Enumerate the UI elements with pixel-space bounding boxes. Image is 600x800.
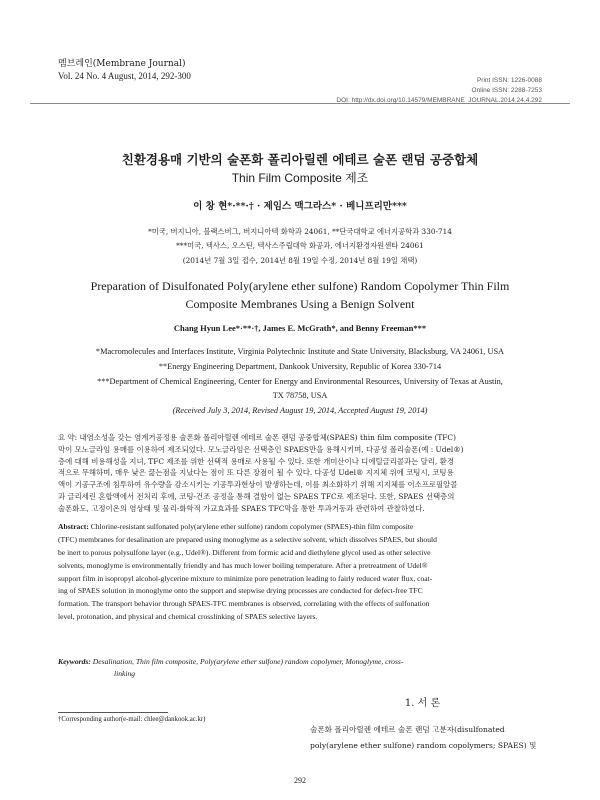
keywords-label: Keywords: (58, 657, 91, 666)
english-affiliation-3: ***Department of Chemical Engineering, Center for Energy and Environmental Resources, University of Texas at Austin, (97, 377, 503, 386)
korean-abstract-line: 액이 기공구조에 침투하여 유수량을 감소시키는 기공투과현상이 발생하는데, 이를 최소화하기 위해 지지체를 이소프로필알콜 (58, 480, 458, 490)
korean-affiliation-2: ***미국, 텍사스, 오스틴, 텍사스주립대학 화공과, 에너지환경자원센타 24061 (176, 241, 424, 250)
english-abstract-line: solvents, monoglyme is environmentally friendly and has much lower boiling temperature. After a pretreatment of Udel® (58, 560, 428, 570)
print-issn: Print ISSN: 1226-0088 (476, 77, 542, 84)
korean-abstract-line: 과 글리세린 혼합액에서 전처리 후에, 코팅-건조 공정을 통해 결함이 없는 SPAES TFC로 제조된다. 또한, SPAES 선택층의 (58, 491, 455, 501)
english-abstract-line: ing of SPAES solution in monoglyme onto the support and stepwise drying processes are conducted for defect-free TFC (58, 586, 423, 596)
english-affiliation-4: TX 78758, USA (272, 391, 328, 400)
korean-dates: (2014년 7월 3일 접수, 2014년 8월 19일 수정, 2014년 8월 19일 채택) (182, 256, 418, 265)
korean-abstract (58, 432, 544, 515)
english-abstract-line: support film in isopropyl alcohol-glycerine mixture to minimize pore penetration leading to fairly reduced water flux, coat- (58, 573, 433, 583)
korean-abstract-line: 술폰화도, 고정이온의 염상태 및 물리-화학적 가교효과를 SPAES TFC막을 통한 투과거동과 관련하여 관찰하였다. (58, 503, 425, 513)
korean-abstract-line: 막이 모노글라임 용매를 이용하여 제조되었다. 모노글라임은 선택층인 SPAES만을 용해시키며, 다공성 폴리술폰(예 : Udel®) (58, 444, 464, 454)
header-divider (30, 103, 570, 104)
english-abstract-line: level, protonation, and physical and chemical crosslinking of SPAES selective layers. (58, 612, 318, 622)
online-issn: Online ISSN: 2288-7253 (471, 87, 542, 94)
corresponding-author-footnote: †Corresponding author(e-mail: chlee@dankook.ac.kr) (58, 716, 206, 723)
english-abstract (58, 521, 544, 624)
korean-title-line2: Thin Film Composite 제조 (231, 171, 369, 185)
korean-abstract-line: 적으로 무해하며, 매우 낮은 끓는점을 지났다는 점이 또 다른 장점이 될 수 있다. 다공성 Udel® 지지체 위에 코팅시, 코팅용 (58, 468, 454, 478)
english-abstract-line: formation. The transport behavior through SPAES-TFC membranes is observed, correlating with the effects of sulfonation (58, 599, 430, 609)
received-dates: (Received July 3, 2014, Revised August 19, 2014, Accepted August 19, 2014) (172, 406, 428, 415)
journal-volume: Vol. 24 No. 4 August, 2014, 292-300 (58, 71, 191, 81)
section-heading: 1. 서 론 (404, 698, 441, 709)
korean-abstract-line: 층에 대해 비용해성을 지녀, TFC 제조를 위한 선택적 용매로 사용될 수 있다. 또한 개미산이나 디에틸글리콜과는 달리, 환경 (58, 456, 454, 466)
issn-block (336, 76, 542, 106)
english-abstract-line: be inert to porous polysulfone layer (e.g., Udel®). Different from formic acid and diethylene glycol used as other selective (58, 547, 431, 557)
korean-title-line1: 친환경용매 기반의 술폰화 폴리아릴렌 에테르 술폰 랜덤 공중합체 (121, 152, 479, 167)
keywords-line (58, 656, 544, 668)
footnote-divider (58, 712, 168, 713)
keywords (58, 656, 544, 680)
journal-name: 멤브레인(Membrane Journal) (58, 59, 186, 69)
english-abstract-line (58, 521, 544, 534)
english-affiliation-1: *Macromolecules and Interfaces Institute, Virginia Polytechnic Institute and State University, Blacksburg, VA 24061, USA (95, 347, 505, 356)
page-number: 292 (294, 776, 306, 785)
english-title-line2: Composite Membranes Using a Benign Solvent (185, 297, 415, 311)
english-authors: Chang Hyun Lee*·**·†, James E. McGrath*, and Benny Freeman*** (173, 323, 427, 333)
doi-link[interactable]: DOI: http://dx.doi.org/10.14579/MEMBRANE_JOURNAL.2014.24.4.292 (336, 97, 542, 104)
korean-abstract-line: 요 약: 내염소성을 갖는 염계거공정용 술폰화 폴리아릴렌 에테르 술폰 랜덤 공중합체(SPAES) thin film composite (TFC) (58, 433, 456, 442)
body-text (310, 722, 546, 754)
english-abstract-line: (TFC) membranes for desalination are prepared using monoglyme as a selective solvent, which dissolves SPAES, but should (58, 534, 437, 544)
korean-authors: 이 창 현*·**·† · 제임스 맥그라스* · 베니프리만*** (193, 201, 407, 212)
body-text-line: poly(arylene ether sulfone) random copolymers; SPAES) 및 (310, 741, 537, 750)
abstract-label: Abstract: (58, 522, 89, 531)
keywords-line: linking (114, 669, 136, 678)
body-text-line: 술폰화 폴리아릴렌 에테르 술폰 랜덤 고분자(disulfonated (310, 725, 505, 734)
english-title-line1: Preparation of Disulfonated Poly(arylene ether sulfone) Random Copolymer Thin Film (90, 279, 510, 293)
keywords-text: Desalination, Thin film composite, Poly(arylene ether sulfone) random copolymer, Monoglyme, cross- (90, 657, 404, 666)
english-affiliation-2: **Energy Engineering Department, Dankook University, Republic of Korea 330-714 (158, 362, 442, 371)
korean-affiliation-1: *미국, 버지니아, 블랙스버그, 버지니아텍 화학과 24061, **단국대학교 에너지공학과 330-714 (148, 227, 452, 236)
english-abstract-text: Chlorine-resistant sulfonated poly(arylene ether sulfone) random copolymer (SPAES)-thin film composite (88, 522, 414, 531)
